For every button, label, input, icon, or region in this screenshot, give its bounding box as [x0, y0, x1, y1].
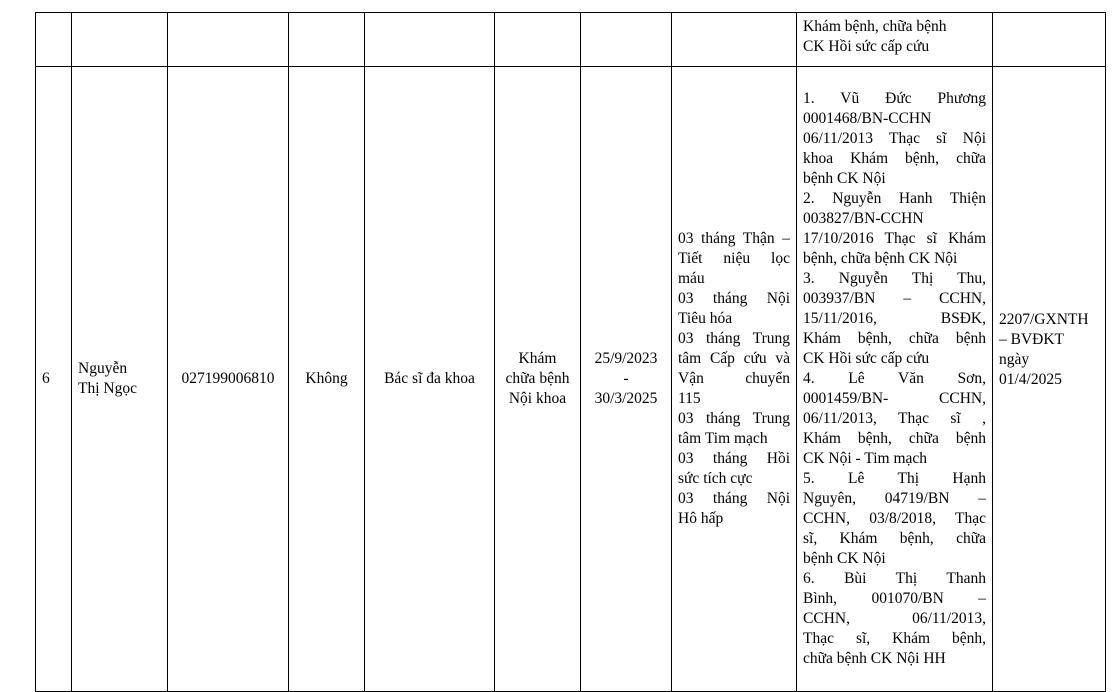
internship-line: 115	[678, 390, 701, 407]
scope-line: chữa bệnh	[505, 370, 570, 387]
decision-cell	[993, 67, 1106, 692]
mentor-line: chữa bệnh CK Nội HH	[803, 650, 946, 667]
internship-line: Tiêu hóa	[678, 310, 733, 327]
internship-line: 03 tháng Trung	[678, 330, 790, 347]
cell-empty	[72, 13, 168, 67]
cell-empty	[36, 13, 72, 67]
mentor-line: 2. Nguyễn Hanh Thiện	[803, 190, 986, 207]
cell-empty	[495, 13, 581, 67]
internship-line: 03 tháng Thận –	[678, 230, 790, 247]
status-value: Không	[305, 370, 348, 387]
cell-empty	[993, 13, 1106, 67]
mentor-line: 5. Lê Thị Hạnh	[803, 470, 986, 487]
decision-line: ngày	[999, 351, 1030, 368]
internship-line: 03 tháng Nội	[678, 290, 790, 307]
time-line: -	[623, 370, 629, 387]
title-cell	[365, 67, 495, 692]
mentor-line: CCHN, 06/11/2013,	[803, 610, 986, 627]
mentor-line: 6. Bùi Thị Thanh	[803, 570, 986, 587]
decision-line: 2207/GXNTH	[999, 311, 1089, 328]
mentor-line: bệnh CK Nội	[803, 550, 886, 567]
name-cell	[72, 67, 168, 692]
table-row	[36, 13, 1106, 67]
mentor-line: 15/11/2016, BSĐK,	[803, 310, 986, 327]
time-cell	[581, 67, 672, 692]
internship-line: tâm Cấp cứu và	[678, 350, 790, 367]
mentor-line: CK Nội - Tim mạch	[803, 450, 928, 467]
mentor-line: bệnh, chữa bệnh CK Nội	[803, 250, 958, 267]
internship-line: Vận chuyển	[678, 370, 790, 387]
mentor-line: khoa Khám bệnh, chữa	[803, 150, 986, 167]
mentor-line: CCHN, 03/8/2018, Thạc	[803, 510, 986, 527]
mentor-line: CK Hồi sức cấp cứu	[803, 350, 930, 367]
table-row	[36, 67, 1106, 692]
cell-empty	[168, 13, 289, 67]
scope-line: Khám	[518, 350, 557, 367]
mentor-line: 06/11/2013, Thạc sĩ ,	[803, 410, 986, 427]
mentor-line: 3. Nguyễn Thị Thu,	[803, 270, 986, 287]
decision-line: – BVĐKT	[999, 331, 1065, 348]
mentor-line: 003827/BN-CCHN	[803, 210, 924, 227]
internship-line: Tiết niệu lọc	[678, 250, 790, 267]
mentor-line: Khám bệnh, chữa bệnh	[803, 330, 986, 347]
internship-table	[35, 12, 1106, 692]
stt-value: 6	[42, 370, 50, 387]
cell-empty	[672, 13, 797, 67]
name-line: Thị Ngọc	[78, 380, 137, 397]
internship-line: Hô hấp	[678, 510, 724, 527]
mentor-line: 1. Vũ Đức Phương	[803, 90, 986, 107]
id-number-value: 027199006810	[181, 370, 275, 387]
internship-line: 03 tháng Hồi	[678, 450, 790, 467]
internship-cell	[672, 67, 797, 692]
mentor-line: Khám bệnh, chữa bệnh	[803, 430, 986, 447]
mentor-line: 003937/BN – CCHN,	[803, 290, 986, 307]
time-line: 30/3/2025	[594, 390, 658, 407]
time-line: 25/9/2023	[594, 350, 658, 367]
mentor-line: sĩ, Khám bệnh, chữa	[803, 530, 986, 547]
mentor-line: Bình, 001070/BN –	[803, 590, 986, 607]
internship-line: 03 tháng Trung	[678, 410, 790, 427]
mentor-line: 06/11/2013 Thạc sĩ Nội	[803, 130, 986, 147]
mentor-line: bệnh CK Nội	[803, 170, 886, 187]
mentor-continuation-cell	[797, 13, 993, 67]
mentor-line: 4. Lê Văn Sơn,	[803, 370, 986, 387]
id-number-cell	[168, 67, 289, 692]
mentor-line: 17/10/2016 Thạc sĩ Khám	[803, 230, 986, 247]
internship-line: máu	[678, 270, 705, 287]
mentor-text-line: CK Hồi sức cấp cứu	[803, 38, 930, 55]
cell-empty	[365, 13, 495, 67]
cell-empty	[289, 13, 365, 67]
decision-line: 01/4/2025	[999, 371, 1062, 388]
internship-line: 03 tháng Nội	[678, 490, 790, 507]
cell-empty	[581, 13, 672, 67]
title-value: Bác sĩ đa khoa	[384, 370, 475, 387]
name-line: Nguyễn	[78, 360, 128, 377]
status-cell	[289, 67, 365, 692]
stt-cell	[36, 67, 72, 692]
mentor-line: 0001468/BN-CCHN	[803, 110, 932, 127]
scope-line: Nội khoa	[508, 390, 567, 407]
internship-line: sức tích cực	[678, 470, 753, 487]
mentor-line: Nguyên, 04719/BN –	[803, 490, 986, 507]
mentor-line: 0001459/BN- CCHN,	[803, 390, 986, 407]
internship-line: tâm Tim mạch	[678, 430, 768, 447]
mentors-cell	[797, 67, 993, 692]
mentor-line: Thạc sĩ, Khám bệnh,	[803, 630, 986, 647]
mentor-text-line: Khám bệnh, chữa bệnh	[803, 18, 947, 35]
scope-cell	[495, 67, 581, 692]
